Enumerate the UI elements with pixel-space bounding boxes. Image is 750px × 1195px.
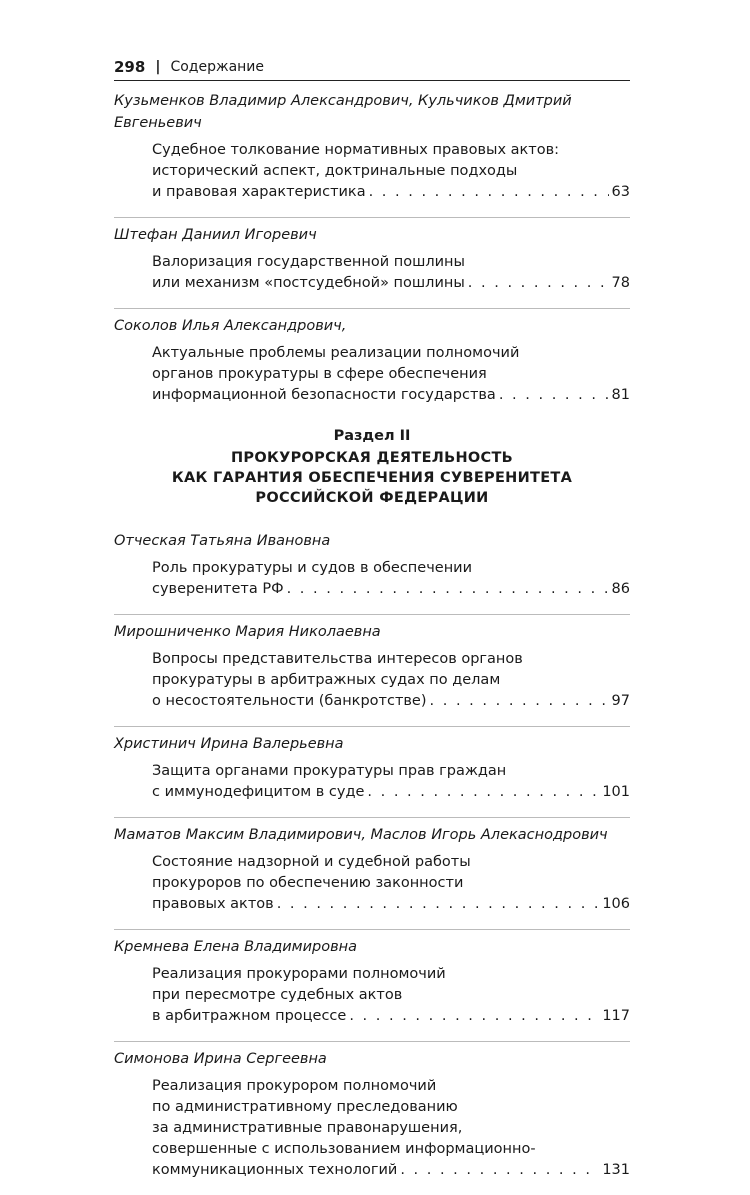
toc-page-number: 117: [602, 1008, 630, 1024]
header-separator: |: [155, 59, 161, 75]
toc-entry[interactable]: [114, 530, 630, 608]
toc-list-top: [114, 90, 630, 414]
dot-leader: [400, 1160, 599, 1181]
toc-author: Христинич Ирина Валерьевна: [114, 736, 344, 752]
toc-title-line: прокуроров по обеспечению законности: [152, 875, 464, 891]
toc-title-line: и правовая характеристика: [152, 184, 366, 200]
toc-title-line: суверенитета РФ: [152, 581, 284, 597]
toc-title-line: Вопросы представительства интересов органов: [152, 651, 523, 667]
toc-title: [114, 140, 630, 211]
toc-page-number: 106: [602, 896, 630, 912]
toc-author: Маматов Максим Владимирович, Маслов Игорь Алекаснодрович: [114, 827, 608, 843]
toc-page-number: 86: [611, 581, 630, 597]
toc-list-bottom: [114, 530, 630, 1189]
toc-title-line: Валоризация государственной пошлины: [152, 254, 465, 270]
entry-divider: [114, 614, 630, 615]
toc-title-last-line: [152, 273, 630, 294]
toc-entry[interactable]: [114, 733, 630, 811]
section-title-line: КАК ГАРАНТИЯ ОБЕСПЕЧЕНИЯ СУВЕРЕНИТЕТА: [171, 470, 573, 486]
toc-entry[interactable]: [114, 1048, 630, 1189]
toc-page-number: 131: [602, 1162, 630, 1178]
page-number: 298: [114, 58, 146, 76]
toc-entry[interactable]: [114, 621, 630, 720]
toc-entry[interactable]: [114, 224, 630, 302]
dot-leader: [430, 691, 609, 712]
toc-title-last-line: [152, 894, 630, 915]
toc-author: Отческая Татьяна Ивановна: [114, 533, 331, 549]
toc-title-last-line: [152, 691, 630, 712]
toc-title-line: при пересмотре судебных актов: [152, 987, 403, 1003]
dot-leader: [468, 273, 609, 294]
dot-leader: [369, 182, 609, 203]
section-title-line: ПРОКУРОРСКАЯ ДЕЯТЕЛЬНОСТЬ: [230, 450, 514, 466]
toc-title-line: Реализация прокурорами полномочий: [152, 966, 446, 982]
toc-author: Кремнева Елена Владимировна: [114, 939, 358, 955]
toc-title-line: информационной безопасности государства: [152, 387, 496, 403]
toc-title-line: в арбитражном процессе: [152, 1008, 347, 1024]
toc-author: Симонова Ирина Сергеевна: [114, 1051, 327, 1067]
toc-title-line: коммуникационных технологий: [152, 1162, 398, 1178]
toc-content: [114, 90, 630, 1195]
entry-divider: [114, 817, 630, 818]
toc-entry[interactable]: [114, 936, 630, 1035]
dot-leader: [287, 579, 609, 600]
toc-page-number: 97: [611, 693, 630, 709]
toc-title-last-line: [152, 1006, 630, 1027]
toc-title-line: о несостоятельности (банкротстве): [152, 693, 427, 709]
toc-title-line: Реализация прокурором полномочий: [152, 1078, 437, 1094]
toc-title-line: Судебное толкование нормативных правовых актов:: [152, 142, 560, 158]
toc-entry[interactable]: [114, 90, 630, 211]
toc-title: [114, 852, 630, 923]
toc-title-line: по административному преследованию: [152, 1099, 458, 1115]
running-header: [114, 54, 630, 81]
toc-page-number: 78: [611, 275, 630, 291]
toc-title-line: Роль прокуратуры и судов в обеспечении: [152, 560, 473, 576]
toc-page-number: 101: [602, 784, 630, 800]
toc-page-number: 63: [611, 184, 630, 200]
dot-leader: [367, 782, 599, 803]
toc-author: Мирошниченко Мария Николаевна: [114, 624, 381, 640]
section-title-line: РОССИЙСКОЙ ФЕДЕРАЦИИ: [255, 490, 489, 506]
toc-title: [114, 1076, 630, 1189]
entry-divider: [114, 308, 630, 309]
toc-title-line: органов прокуратуры в сфере обеспечения: [152, 366, 487, 382]
toc-title: [114, 558, 630, 608]
toc-title: [114, 343, 630, 414]
toc-title-last-line: [152, 579, 630, 600]
toc-title-line: с иммунодефицитом в суде: [152, 784, 365, 800]
toc-title-line: Состояние надзорной и судебной работы: [152, 854, 471, 870]
toc-entry[interactable]: [114, 315, 630, 414]
entry-divider: [114, 726, 630, 727]
toc-entry[interactable]: [114, 824, 630, 923]
toc-title: [114, 761, 630, 811]
toc-title-line: или механизм «постсудебной» пошлины: [152, 275, 465, 291]
section-label: Раздел II: [333, 428, 411, 444]
dot-leader: [349, 1006, 599, 1027]
toc-title-last-line: [152, 385, 630, 406]
toc-title-line: совершенные с использованием информационно-: [152, 1141, 536, 1157]
toc-title: [114, 649, 630, 720]
toc-title-line: прокуратуры в арбитражных судах по делам: [152, 672, 501, 688]
entry-divider: [114, 929, 630, 930]
toc-page-number: 81: [611, 387, 630, 403]
section-heading: [114, 426, 630, 508]
toc-title-line: Защита органами прокуратуры прав граждан: [152, 763, 507, 779]
entry-divider: [114, 217, 630, 218]
toc-title: [114, 252, 630, 302]
toc-title-line: правовых актов: [152, 896, 274, 912]
dot-leader: [277, 894, 600, 915]
header-section-title: Содержание: [170, 59, 265, 75]
toc-author: Штефан Даниил Игоревич: [114, 227, 317, 243]
toc-title-last-line: [152, 1160, 630, 1181]
dot-leader: [499, 385, 609, 406]
toc-title-last-line: [152, 182, 630, 203]
toc-author: Соколов Илья Александрович,: [114, 318, 347, 334]
toc-title-last-line: [152, 782, 630, 803]
toc-title-line: за административные правонарушения,: [152, 1120, 463, 1136]
toc-title-line: Актуальные проблемы реализации полномочий: [152, 345, 520, 361]
entry-divider: [114, 1041, 630, 1042]
toc-author: Кузьменков Владимир Александрович, Кульчиков Дмитрий Евгеньевич: [114, 93, 572, 131]
toc-title-line: исторический аспект, доктринальные подходы: [152, 163, 518, 179]
